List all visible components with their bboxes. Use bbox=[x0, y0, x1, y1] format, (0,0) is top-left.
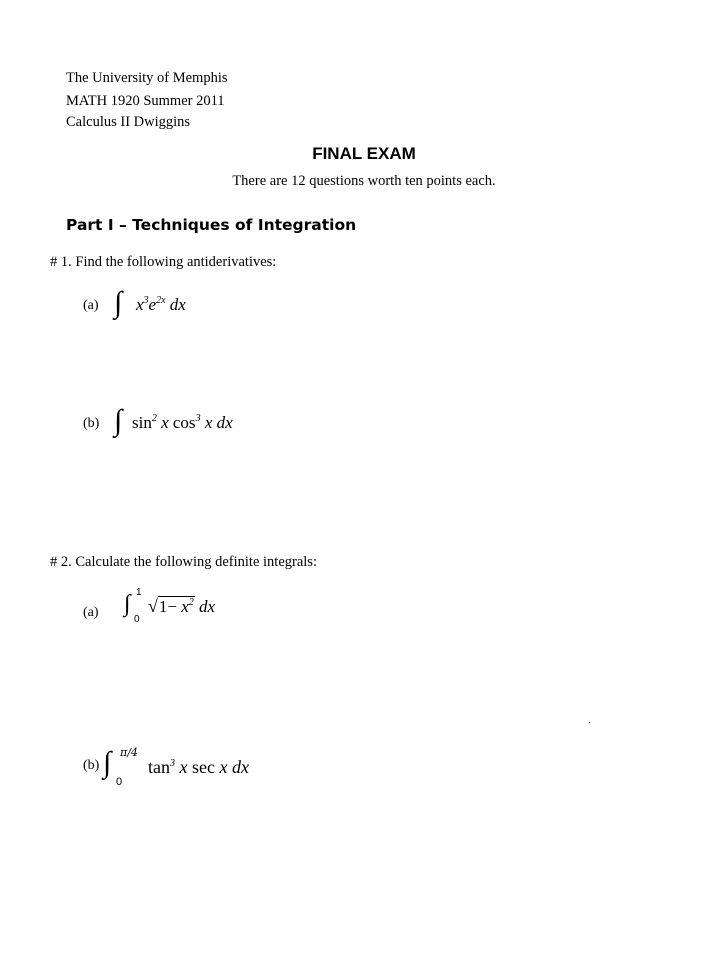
question-1a-label: (a) bbox=[83, 298, 99, 313]
question-2b-lower-limit: 0 bbox=[116, 776, 123, 788]
question-1b-integral bbox=[114, 406, 122, 436]
question-1-prompt: # 1. Find the following antiderivatives: bbox=[50, 254, 277, 270]
integral-sign-icon: ∫ bbox=[114, 286, 123, 319]
question-2a-integrand: $√1- x^2$ dx bbox=[148, 596, 216, 616]
question-2a-upper-limit: 1 bbox=[136, 587, 142, 598]
question-2a-lower-limit: 0 bbox=[134, 614, 140, 625]
question-2b-integrand: $\tan^3 x$ sec x dx bbox=[148, 757, 249, 777]
integral-sign-icon: ∫ bbox=[124, 591, 131, 617]
exam-title: FINAL EXAM bbox=[312, 144, 416, 163]
question-1a-integrand: $x^3e^{2x}$ dx bbox=[136, 295, 186, 314]
university-name: The University of Memphis bbox=[66, 70, 228, 86]
course-instructor: Calculus II Dwiggins bbox=[66, 114, 191, 130]
question-2a-label: (a) bbox=[83, 605, 99, 620]
exam-subtitle: There are 12 questions worth ten points each. bbox=[232, 173, 496, 189]
question-2b-integral bbox=[103, 748, 111, 778]
question-2b-upper-limit: π/4 bbox=[120, 746, 138, 759]
stray-mark: . bbox=[588, 712, 591, 726]
part-heading: Part I – Techniques of Integration bbox=[66, 216, 357, 234]
question-2a-integral bbox=[124, 592, 131, 616]
question-2b-label: (b) bbox=[83, 758, 100, 773]
integral-sign-icon: ∫ bbox=[114, 404, 123, 437]
question-2-prompt: # 2. Calculate the following definite integrals: bbox=[50, 554, 317, 570]
question-1b-label: (b) bbox=[83, 416, 100, 431]
course-term: MATH 1920 Summer 2011 bbox=[66, 93, 225, 109]
question-1a-integral bbox=[114, 288, 122, 318]
integral-sign-icon: ∫ bbox=[103, 746, 112, 779]
question-1b-integrand: $\sin^2 x$ $\cos^3 x$ dx bbox=[132, 413, 233, 432]
